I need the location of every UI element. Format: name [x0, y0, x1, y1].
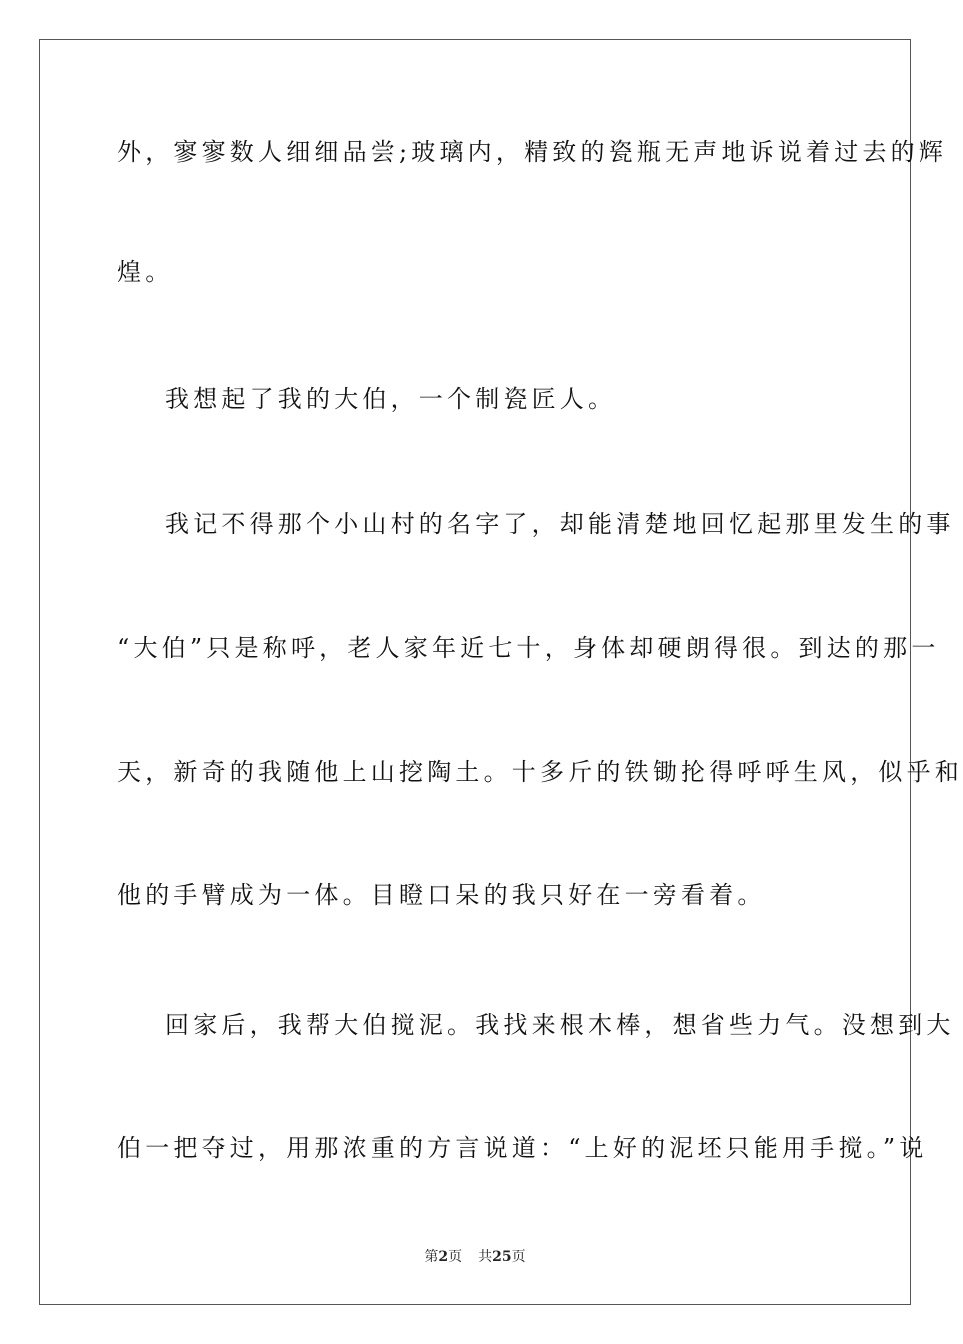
text-line-4: 我记不得那个小山村的名字了，却能清楚地回忆起那里发生的事 — [165, 510, 955, 538]
total-pages: 25 — [492, 1249, 512, 1265]
text-line-9: 伯一把夺过，用那浓重的方言说道：“上好的泥坯只能用手搅。”说 — [117, 1134, 928, 1162]
total-suffix: 页 — [511, 1249, 526, 1265]
page-suffix: 页 — [448, 1249, 463, 1265]
text-line-3: 我想起了我的大伯，一个制瓷匠人。 — [165, 385, 617, 413]
text-line-5: “大伯”只是称呼，老人家年近七十，身体却硬朗得很。到达的那一 — [117, 634, 940, 662]
page-footer — [0, 1248, 950, 1266]
page-number: 2 — [438, 1249, 449, 1265]
text-line-1: 外，寥寥数人细细品尝;玻璃内，精致的瓷瓶无声地诉说着过去的辉 — [117, 138, 948, 166]
page-prefix: 第 — [424, 1249, 439, 1265]
text-line-6: 天，新奇的我随他上山挖陶土。十多斤的铁锄抡得呼呼生风，似乎和 — [117, 758, 963, 786]
text-line-7: 他的手臂成为一体。目瞪口呆的我只好在一旁看着。 — [117, 881, 766, 909]
page-border — [39, 39, 963, 1305]
text-line-8: 回家后，我帮大伯搅泥。我找来根木棒，想省些力气。没想到大 — [165, 1011, 955, 1039]
text-line-2: 煌。 — [117, 258, 174, 286]
total-prefix: 共 — [478, 1249, 493, 1265]
